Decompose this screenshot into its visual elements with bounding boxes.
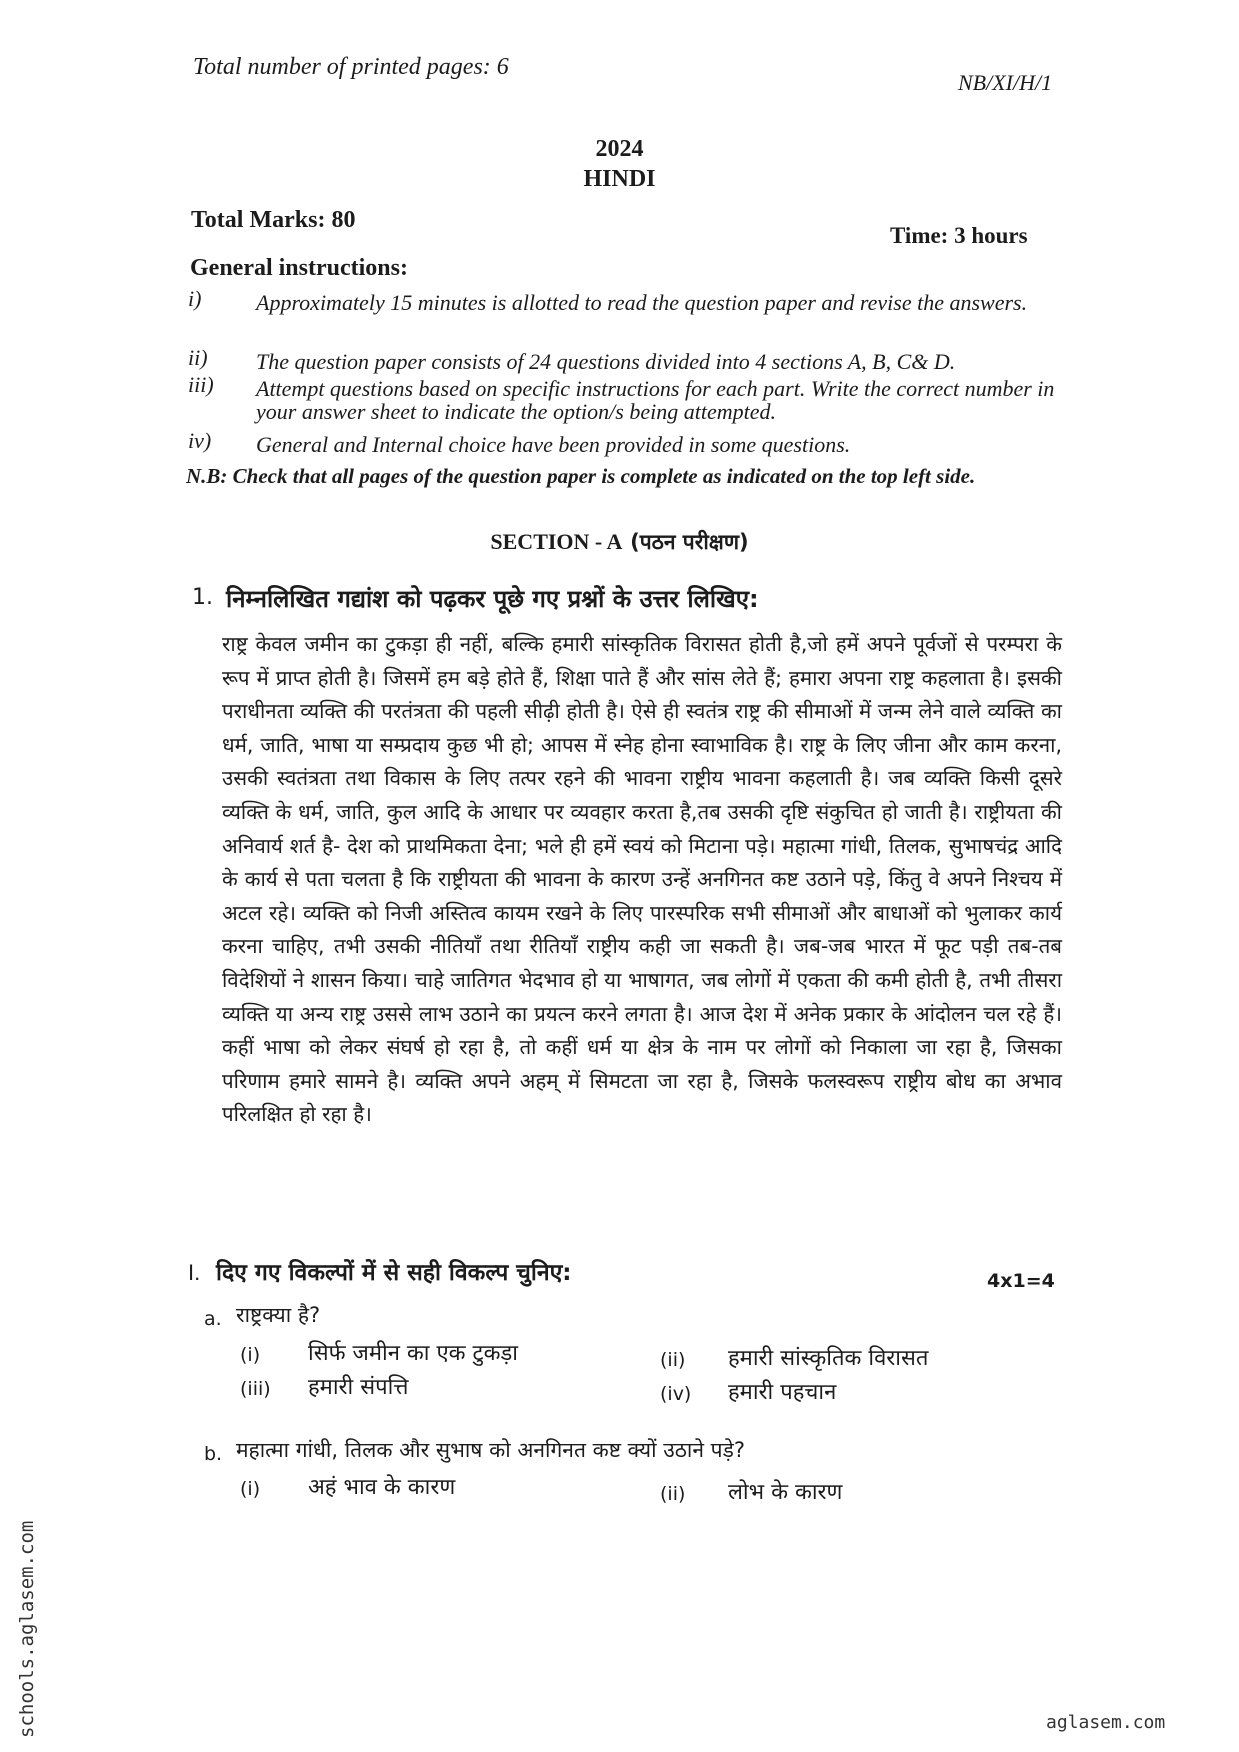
exam-year: 2024 bbox=[595, 136, 644, 162]
reading-passage: राष्ट्र केवल जमीन का टुकड़ा ही नहीं, बल्कि हमारी सांस्कृतिक विरासत होती है,जो हमें अपने पूर्वजों से परम्परा के रूप में प्राप्त होती है। जिसमें हम बड़े होते हैं, शिक्षा पाते हैं और सांस लेते हैं; हमारा अपना राष्ट्र कहलाता है। इसकी पराधीनता व्यक्ति की परतंत्रता की पहली सीढ़ी होती है। ऐसे ही स्वतंत्र राष्ट्र की सीमाओं में जन्म लेने वाले व्यक्ति का धर्म, जाति, भाषा या सम्प्रदाय कुछ भी हो; आपस में स्नेह होना स्वाभाविक है। राष्ट्र के लिए जीना और काम करना, उसकी स्वतंत्रता तथा विकास के लिए तत्पर रहने की भावना राष्ट्रीय भावना कहलाती है। जब व्यक्ति किसी दूसरे व्यक्ति के धर्म, जाति, कुल आदि के आधार पर व्यवहार करता है,तब उसकी दृष्टि संकुचित हो जाती है। राष्ट्रीयता की अनिवार्य शर्त है- देश को प्राथमिकता देना; भले ही हमें स्वयं को मिटाना पड़े। महात्मा गांधी, तिलक, सुभाषचंद्र आदि के कार्य से पता चलता है कि राष्ट्रीयता की भावना के कारण उन्हें अनगिनत कष्ट उठाने पड़े, किंतु वे अपने निश्चय में अटल रहे। व्यक्ति को निजी अस्तित्व कायम रखने के लिए पारस्परिक सभी सीमाओं और बाधाओं को भुलाकर कार्य करना चाहिए, तभी उसकी नीतियाँ तथा रीतियाँ राष्ट्रीय कही जा सकती है। जब-जब भारत में फूट पड़ी तब-तब विदेशियों ने शासन किया। चाहे जातिगत भेदभाव हो या भाषागत, जब लोगों में एकता की कमी होती है, तभी तीसरा व्यक्ति या अन्य राष्ट्र उससे लाभ उठाने का प्रयत्न करने लगता है। आज देश में अनेक प्रकार के आंदोलन चल रहे हैं।कहीं भाषा को लेकर संघर्ष हो रहा है, तो कहीं धर्म या क्षेत्र के नाम पर लोगों को निकाला जा रहा है, जिसका परिणाम हमारे सामने है। व्यक्ति अपने अहम् में सिमटता जा रहा है, जिसके फलस्वरूप राष्ट्रीय बोध का अभाव परिलक्षित हो रहा है। bbox=[222, 632, 1062, 1127]
instruction-text: Attempt questions based on specific instructions for each part. Write the correct number in your answer sheet to indicate the option/s being attempted. bbox=[256, 376, 1055, 424]
option-number: (i) bbox=[240, 1344, 261, 1366]
mcq-letter: b. bbox=[204, 1443, 223, 1465]
bottom-watermark: aglasem.com bbox=[1046, 1712, 1166, 1733]
side-watermark: schools.aglasem.com bbox=[16, 1520, 38, 1738]
time-allowed: Time: 3 hours bbox=[890, 223, 1028, 248]
option-text: हमारी सांस्कृतिक विरासत bbox=[728, 1346, 929, 1371]
option-number: (ii) bbox=[660, 1349, 686, 1371]
section-a-subtitle: (पठन परीक्षण) bbox=[630, 530, 749, 554]
option-text: हमारी पहचान bbox=[728, 1380, 837, 1405]
paper-code: NB/XI/H/1 bbox=[958, 70, 1053, 95]
nb-note: N.B: Check that all pages of the question paper is complete as indicated on the top left side. bbox=[186, 464, 976, 488]
mcq-letter: a. bbox=[204, 1308, 222, 1330]
subquestion-number: I. bbox=[188, 1260, 201, 1285]
option-number: (iii) bbox=[240, 1378, 271, 1400]
section-a-title bbox=[0, 528, 1239, 556]
option-number: (iv) bbox=[660, 1383, 692, 1405]
printed-pages-note: Total number of printed pages: 6 bbox=[193, 54, 509, 80]
option-number: (i) bbox=[240, 1478, 261, 1500]
option-text: अहं भाव के कारण bbox=[308, 1475, 456, 1500]
total-marks: Total Marks: 80 bbox=[191, 207, 356, 233]
option-text: सिर्फ जमीन का एक टुकड़ा bbox=[308, 1341, 519, 1366]
subquestion-text: दिए गए विकल्पों में से सही विकल्प चुनिए: bbox=[216, 1260, 572, 1286]
section-a-label: SECTION - A bbox=[490, 529, 623, 554]
mcq-question: महात्मा गांधी, तिलक और सुभाष को अनगिनत कष्ट क्यों उठाने पड़े? bbox=[236, 1438, 745, 1462]
general-instructions-title: General instructions: bbox=[190, 255, 408, 281]
instruction-text: The question paper consists of 24 questions divided into 4 sections A, B, C& D. bbox=[256, 349, 956, 374]
instruction-number: i) bbox=[188, 286, 202, 311]
subquestion-marks: 4x1=4 bbox=[987, 1270, 1055, 1292]
option-number: (ii) bbox=[660, 1483, 686, 1505]
mcq-question: राष्ट्रक्या है? bbox=[236, 1303, 321, 1327]
question-text: निम्नलिखित गद्यांश को पढ़कर पूछे गए प्रश्नों के उत्तर लिखिए: bbox=[226, 585, 759, 613]
option-text: लोभ के कारण bbox=[728, 1480, 843, 1505]
subject-title: HINDI bbox=[583, 166, 656, 192]
instruction-text: General and Internal choice have been provided in some questions. bbox=[256, 432, 851, 457]
instruction-number: iii) bbox=[188, 372, 214, 397]
option-text: हमारी संपत्ति bbox=[308, 1375, 409, 1400]
question-number: 1. bbox=[192, 585, 213, 610]
instruction-number: ii) bbox=[188, 345, 208, 370]
instruction-number: iv) bbox=[188, 428, 212, 453]
instruction-text: Approximately 15 minutes is allotted to read the question paper and revise the answers. bbox=[256, 290, 1028, 315]
